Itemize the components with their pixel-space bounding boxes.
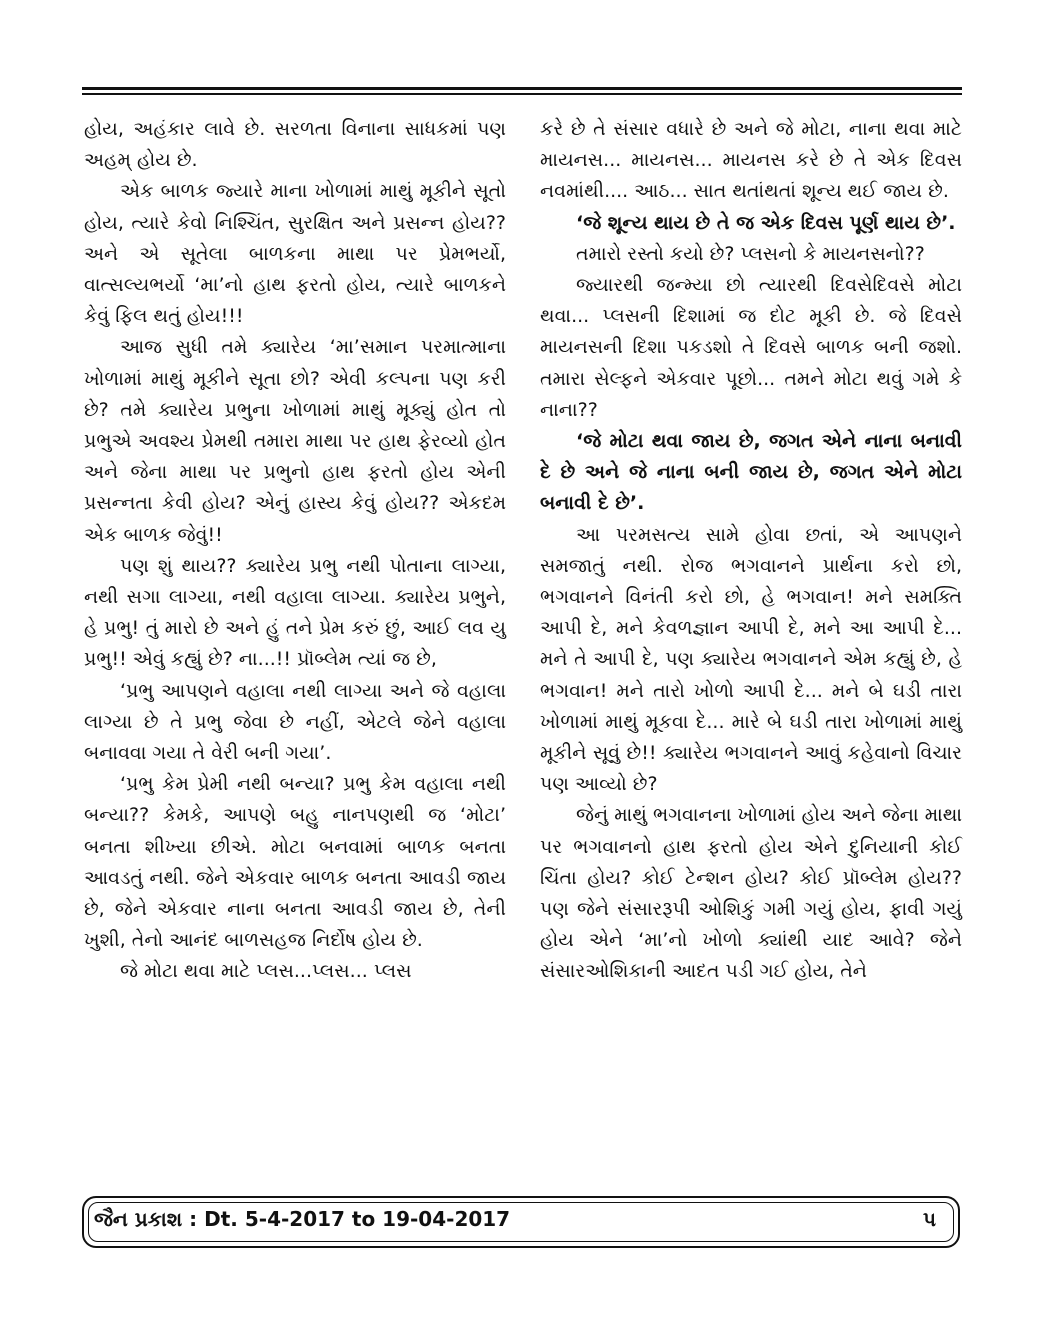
left-column xyxy=(84,114,506,988)
paragraph: હોય, અહંકાર લાવે છે. સરળતા વિનાના સાધકમાં પણ અહમ્ હોય છે. xyxy=(84,118,506,172)
paragraph: કરે છે તે સંસાર વધારે છે અને જે મોટા, નાના થવા માટે માયનસ... માયનસ... માયનસ કરે છે તે એક દિવસ નવમાંથી.... આઠ... સાત થતાંથતાં શૂન્ય થઈ જાય છે. xyxy=(540,118,962,203)
paragraph: તમારો રસ્તો કયો છે? પ્લસનો કે માયનસનો?? xyxy=(576,242,925,265)
header-rule-secondary xyxy=(82,93,962,95)
page-number: પ xyxy=(923,1207,936,1231)
paragraph: ‘જે શૂન્ય થાય છે તે જ એક દિવસ પૂર્ણ થાય છે’. xyxy=(576,211,956,234)
publication-title: જૈન પ્રકાશ : Dt. 5-4-2017 to 19-04-2017 xyxy=(94,1207,511,1231)
paragraph: જ્યારથી જન્મ્યા છો ત્યારથી દિવસેદિવસે મોટા થવા... પ્લસની દિશામાં જ દોટ મૂકી છે. જે દિવસે માયનસની દિશા પકડશો તે દિવસે બાળક બની જશો. તમારા સેલ્ફને એકવાર પૂછો... તમને મોટા થવું ગમે કે નાના?? xyxy=(540,274,962,421)
paragraph: ‘પ્રભુ કેમ પ્રેમી નથી બન્યા? પ્રભુ કેમ વહાલા નથી બન્યા?? કેમકે, આપણે બહુ નાનપણથી જ ‘મોટા’ બનતા શીખ્યા છીએ. મોટા બનવામાં બાળક બનતા આવડતું નથી. જેને એકવાર બાળક બનતા આવડી જાય છે, જેને એકવાર નાના બનતા આવડી જાય છે, તેની ખુશી, તેનો આનંદ બાળસહજ નિર્દોષ હોય છે. xyxy=(84,773,506,952)
paragraph: એક બાળક જ્યારે માના ખોળામાં માથું મૂકીને સૂતો હોય, ત્યારે કેવો નિશ્ચિંત, સુરક્ષિત અને પ્રસન્ન હોય?? અને એ સૂતેલા બાળકના માથા પર પ્રેમભર્યો, વાત્સલ્યભર્યો ‘મા’નો હાથ ફરતો હોય, ત્યારે બાળકને કેવું ફિલ થતું હોય!!! xyxy=(84,180,506,328)
paragraph: જે મોટા થવા માટે પ્લસ...પ્લસ... પ્લસ xyxy=(120,960,412,983)
right-column xyxy=(540,114,962,988)
paragraph: ‘જે મોટા થવા જાય છે, જગત એને નાના બનાવી દે છે અને જે નાના બની જાય છે, જગત એને મોટા બનાવી દે છે’. xyxy=(540,430,962,515)
footer-box xyxy=(82,1196,960,1248)
paragraph: જેનું માથું ભગવાનના ખોળામાં હોય અને જેના માથા પર ભગવાનનો હાથ ફરતો હોય એને દુનિયાની કોઈ ચિંતા હોય? કોઈ ટેન્શન હોય? કોઈ પ્રૉબ્લેમ હોય?? પણ જેને સંસારરૂપી ઓશિકું ગમી ગયું હોય, ફાવી ગયું હોય એને ‘મા’નો ખોળો ક્યાંથી યાદ આવે? જેને સંસારઓશિકાની આદત પડી ગઈ હોય, તેને xyxy=(540,804,962,983)
header-rule xyxy=(82,87,962,90)
paragraph: ‘પ્રભુ આપણને વહાલા નથી લાગ્યા અને જે વહાલા લાગ્યા છે તે પ્રભુ જેવા છે નહીં, એટલે જેને વહાલા બનાવવા ગયા તે વેરી બની ગયા’. xyxy=(84,679,506,765)
paragraph: પણ શું થાય?? ક્યારેય પ્રભુ નથી પોતાના લાગ્યા, નથી સગા લાગ્યા, નથી વહાલા લાગ્યા. ક્યારેય પ્રભુને, હે પ્રભુ! તું મારો છે અને હું તને પ્રેમ કરું છું, આઈ લવ યુ પ્રભુ!! એવું કહ્યું છે? ના...!! પ્રૉબ્લેમ ત્યાં જ છે, xyxy=(84,554,506,671)
paragraph: આ પરમસત્ય સામે હોવા છતાં, એ આપણને સમજાતું નથી. રોજ ભગવાનને પ્રાર્થના કરો છો, ભગવાનને વિનંતી કરો છો, હે ભગવાન! મને સમક્તિ આપી દે, મને કેવળજ્ઞાન આપી દે, મને આ આપી દે... મને તે આપી દે, પણ ક્યારેય ભગવાનને એમ કહ્યું છે, હે ભગવાન! મને તારો ખોળો આપી દે... મને બે ઘડી તારા ખોળામાં માથું મૂકવા દે... મારે બે ઘડી તારા ખોળામાં માથું મૂકીને સૂવું છે!! ક્યારેય ભગવાનને આવું કહેવાનો વિચાર પણ આવ્યો છે? xyxy=(540,523,962,796)
paragraph: આજ સુધી તમે ક્યારેય ‘મા’સમાન પરમાત્માના ખોળામાં માથું મૂકીને સૂતા છો? એવી કલ્પના પણ કરી છે? તમે ક્યારેય પ્રભુના ખોળામાં માથું મૂક્યું હોત તો પ્રભુએ અવશ્ય પ્રેમથી તમારા માથા પર હાથ ફેરવ્યો હોત અને જેના માથા પર પ્રભુનો હાથ ફરતો હોય એની પ્રસન્નતા કેવી હોય? એનું હાસ્ય કેવું હોય?? એકદમ એક બાળક જેવું!! xyxy=(84,336,506,546)
